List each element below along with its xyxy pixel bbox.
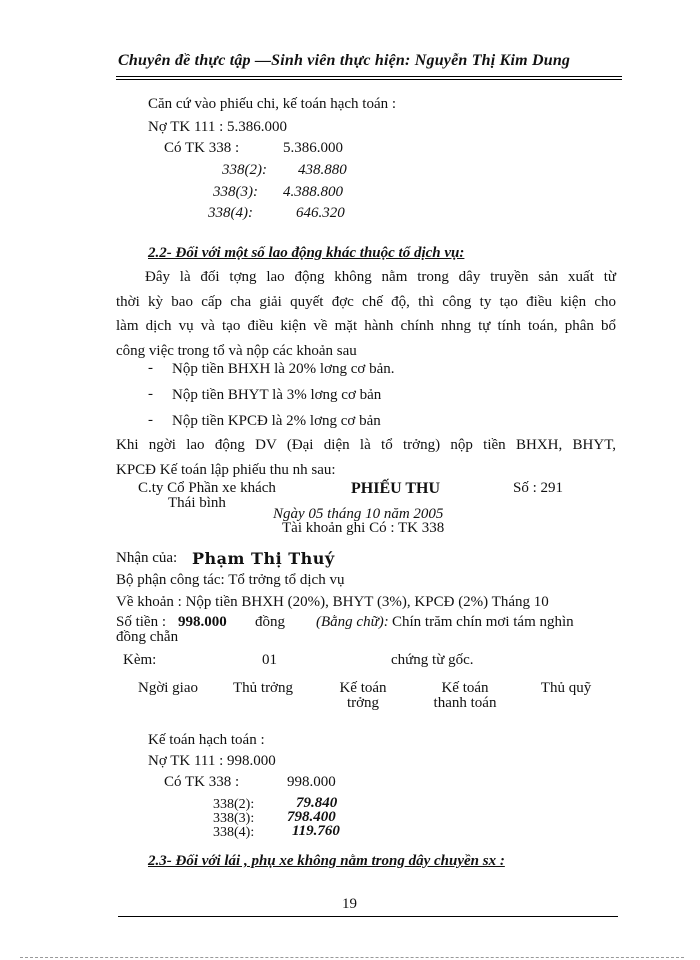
entry2-credit-label: Có TK 338 : xyxy=(164,774,240,790)
bullet-item: Nộp tiền KPCĐ là 2% lơng cơ bản xyxy=(172,413,381,429)
bullet-dash: - xyxy=(148,360,153,376)
in-words-label: (Bằng chữ): xyxy=(316,614,389,630)
receipt-title: PHIẾU THU xyxy=(351,480,441,497)
attach-suffix: chứng từ gốc. xyxy=(391,652,474,668)
section22-paragraph xyxy=(116,265,616,363)
signature-title: Ngời giao xyxy=(137,680,198,696)
paragraph-line: Khi ngời lao động DV (Đại diện là tổ trởng) nộp tiền BHXH, BHYT, xyxy=(116,437,616,453)
section-heading: 2.3- Đối với lái , phụ xe không nằm trong dây chuyền sx : xyxy=(148,853,505,869)
bullet-dash: - xyxy=(148,412,153,428)
entry1-sub-value: 4.388.800 xyxy=(283,184,343,200)
footer-rule xyxy=(118,916,618,917)
paragraph-line: thời kỳ bao cấp cha giải quyết đợc chế độ, thì công ty tạo điều kiện cho xyxy=(116,293,616,310)
entry1-credit-label: Có TK 338 : xyxy=(164,140,240,156)
signature-block xyxy=(415,681,515,711)
header-rule xyxy=(116,76,622,80)
signature-title: Thủ trởng xyxy=(232,680,293,696)
signature-block xyxy=(213,681,313,696)
received-label: Nhận của: xyxy=(116,550,178,566)
paragraph-line: công việc trong tổ và nộp các khoản sau xyxy=(116,342,357,359)
entry1-sub-value: 646.320 xyxy=(296,205,345,221)
entry1-intro: Căn cứ vào phiếu chi, kế toán hạch toán : xyxy=(148,96,397,112)
signature-title: Thủ quỹ xyxy=(540,680,592,696)
entry2-intro: Kế toán hạch toán : xyxy=(148,732,265,748)
entry1-sub-acct: 338(4): xyxy=(208,205,253,221)
entry2-sub-acct: 338(2): xyxy=(213,797,255,812)
amount-value: 998.000 xyxy=(178,614,227,630)
paragraph-line: làm dịch vụ và tạo điều kiện về mặt hành chính nhng tự tính toán, phân bổ xyxy=(116,318,616,334)
attach-label: Kèm: xyxy=(123,652,157,668)
entry2-credit-value: 998.000 xyxy=(287,774,336,790)
entry2-sub-value: 79.840 xyxy=(296,795,338,811)
page-number: 19 xyxy=(342,896,357,912)
page-break-line xyxy=(20,957,684,958)
section-heading: 2.2- Đối với một số lao động khác thuộc tổ dịch vụ: xyxy=(148,245,465,261)
signature-title-cont: trởng xyxy=(346,695,380,711)
receipt-date: Ngày 05 tháng 10 năm 2005 xyxy=(273,506,444,522)
signature-title: Kế toán xyxy=(441,680,489,696)
bullet-item: Nộp tiền BHXH là 20% lơng cơ bản. xyxy=(172,361,395,377)
entry1-sub-value: 438.880 xyxy=(298,162,347,178)
entry1-sub-acct: 338(3): xyxy=(213,184,258,200)
entry1-credit-value: 5.386.000 xyxy=(283,140,343,156)
receipt-reason: Về khoản : Nộp tiền BHXH (20%), BHYT (3%), KPCĐ (2%) Tháng 10 xyxy=(116,594,549,610)
running-header: Chuyên đề thực tập —Sinh viên thực hiện: Nguyễn Thị Kim Dung xyxy=(118,52,571,69)
entry2-sub-value: 798.400 xyxy=(287,809,336,825)
signature-title: Kế toán xyxy=(339,680,387,696)
signature-block xyxy=(313,681,413,711)
section22-after-paragraph xyxy=(116,433,616,482)
receipt-account: Tài khoản ghi Có : TK 338 xyxy=(282,520,445,536)
receipt-department: Bộ phận công tác: Tổ trởng tổ dịch vụ xyxy=(116,572,345,588)
entry2-sub-acct: 338(4): xyxy=(213,825,255,840)
receipt-number: Số : 291 xyxy=(513,480,564,496)
paragraph-line: Đây là đối tợng lao động không nằm trong dây truyền sản xuất từ xyxy=(145,269,616,285)
entry1-sub-acct: 338(2): xyxy=(222,162,267,178)
bullet-dash: - xyxy=(148,386,153,402)
signature-block xyxy=(118,681,218,696)
in-words-text: Chín trăm chín mơi tám nghìn xyxy=(392,614,574,630)
in-words-text-cont: đồng chẵn xyxy=(116,629,179,645)
entry1-debit: Nợ TK 111 : 5.386.000 xyxy=(148,119,288,135)
entry2-sub-value: 119.760 xyxy=(292,823,340,839)
entry2-debit: Nợ TK 111 : 998.000 xyxy=(148,753,276,769)
signature-title-cont: thanh toán xyxy=(433,695,497,711)
receipt-company: C.ty Cổ Phần xe khách xyxy=(138,480,276,496)
attach-count: 01 xyxy=(262,652,277,668)
amount-label: Số tiền : xyxy=(116,614,167,630)
paragraph-line: KPCĐ Kế toán lập phiếu thu nh sau: xyxy=(116,461,336,478)
receipt-company-city: Thái bình xyxy=(168,495,226,511)
received-name: Phạm Thị Thuý xyxy=(192,549,335,568)
signature-block xyxy=(516,681,616,696)
amount-unit: đồng xyxy=(255,614,285,630)
bullet-item: Nộp tiền BHYT là 3% lơng cơ bản xyxy=(172,387,382,403)
entry2-sub-acct: 338(3): xyxy=(213,811,255,826)
